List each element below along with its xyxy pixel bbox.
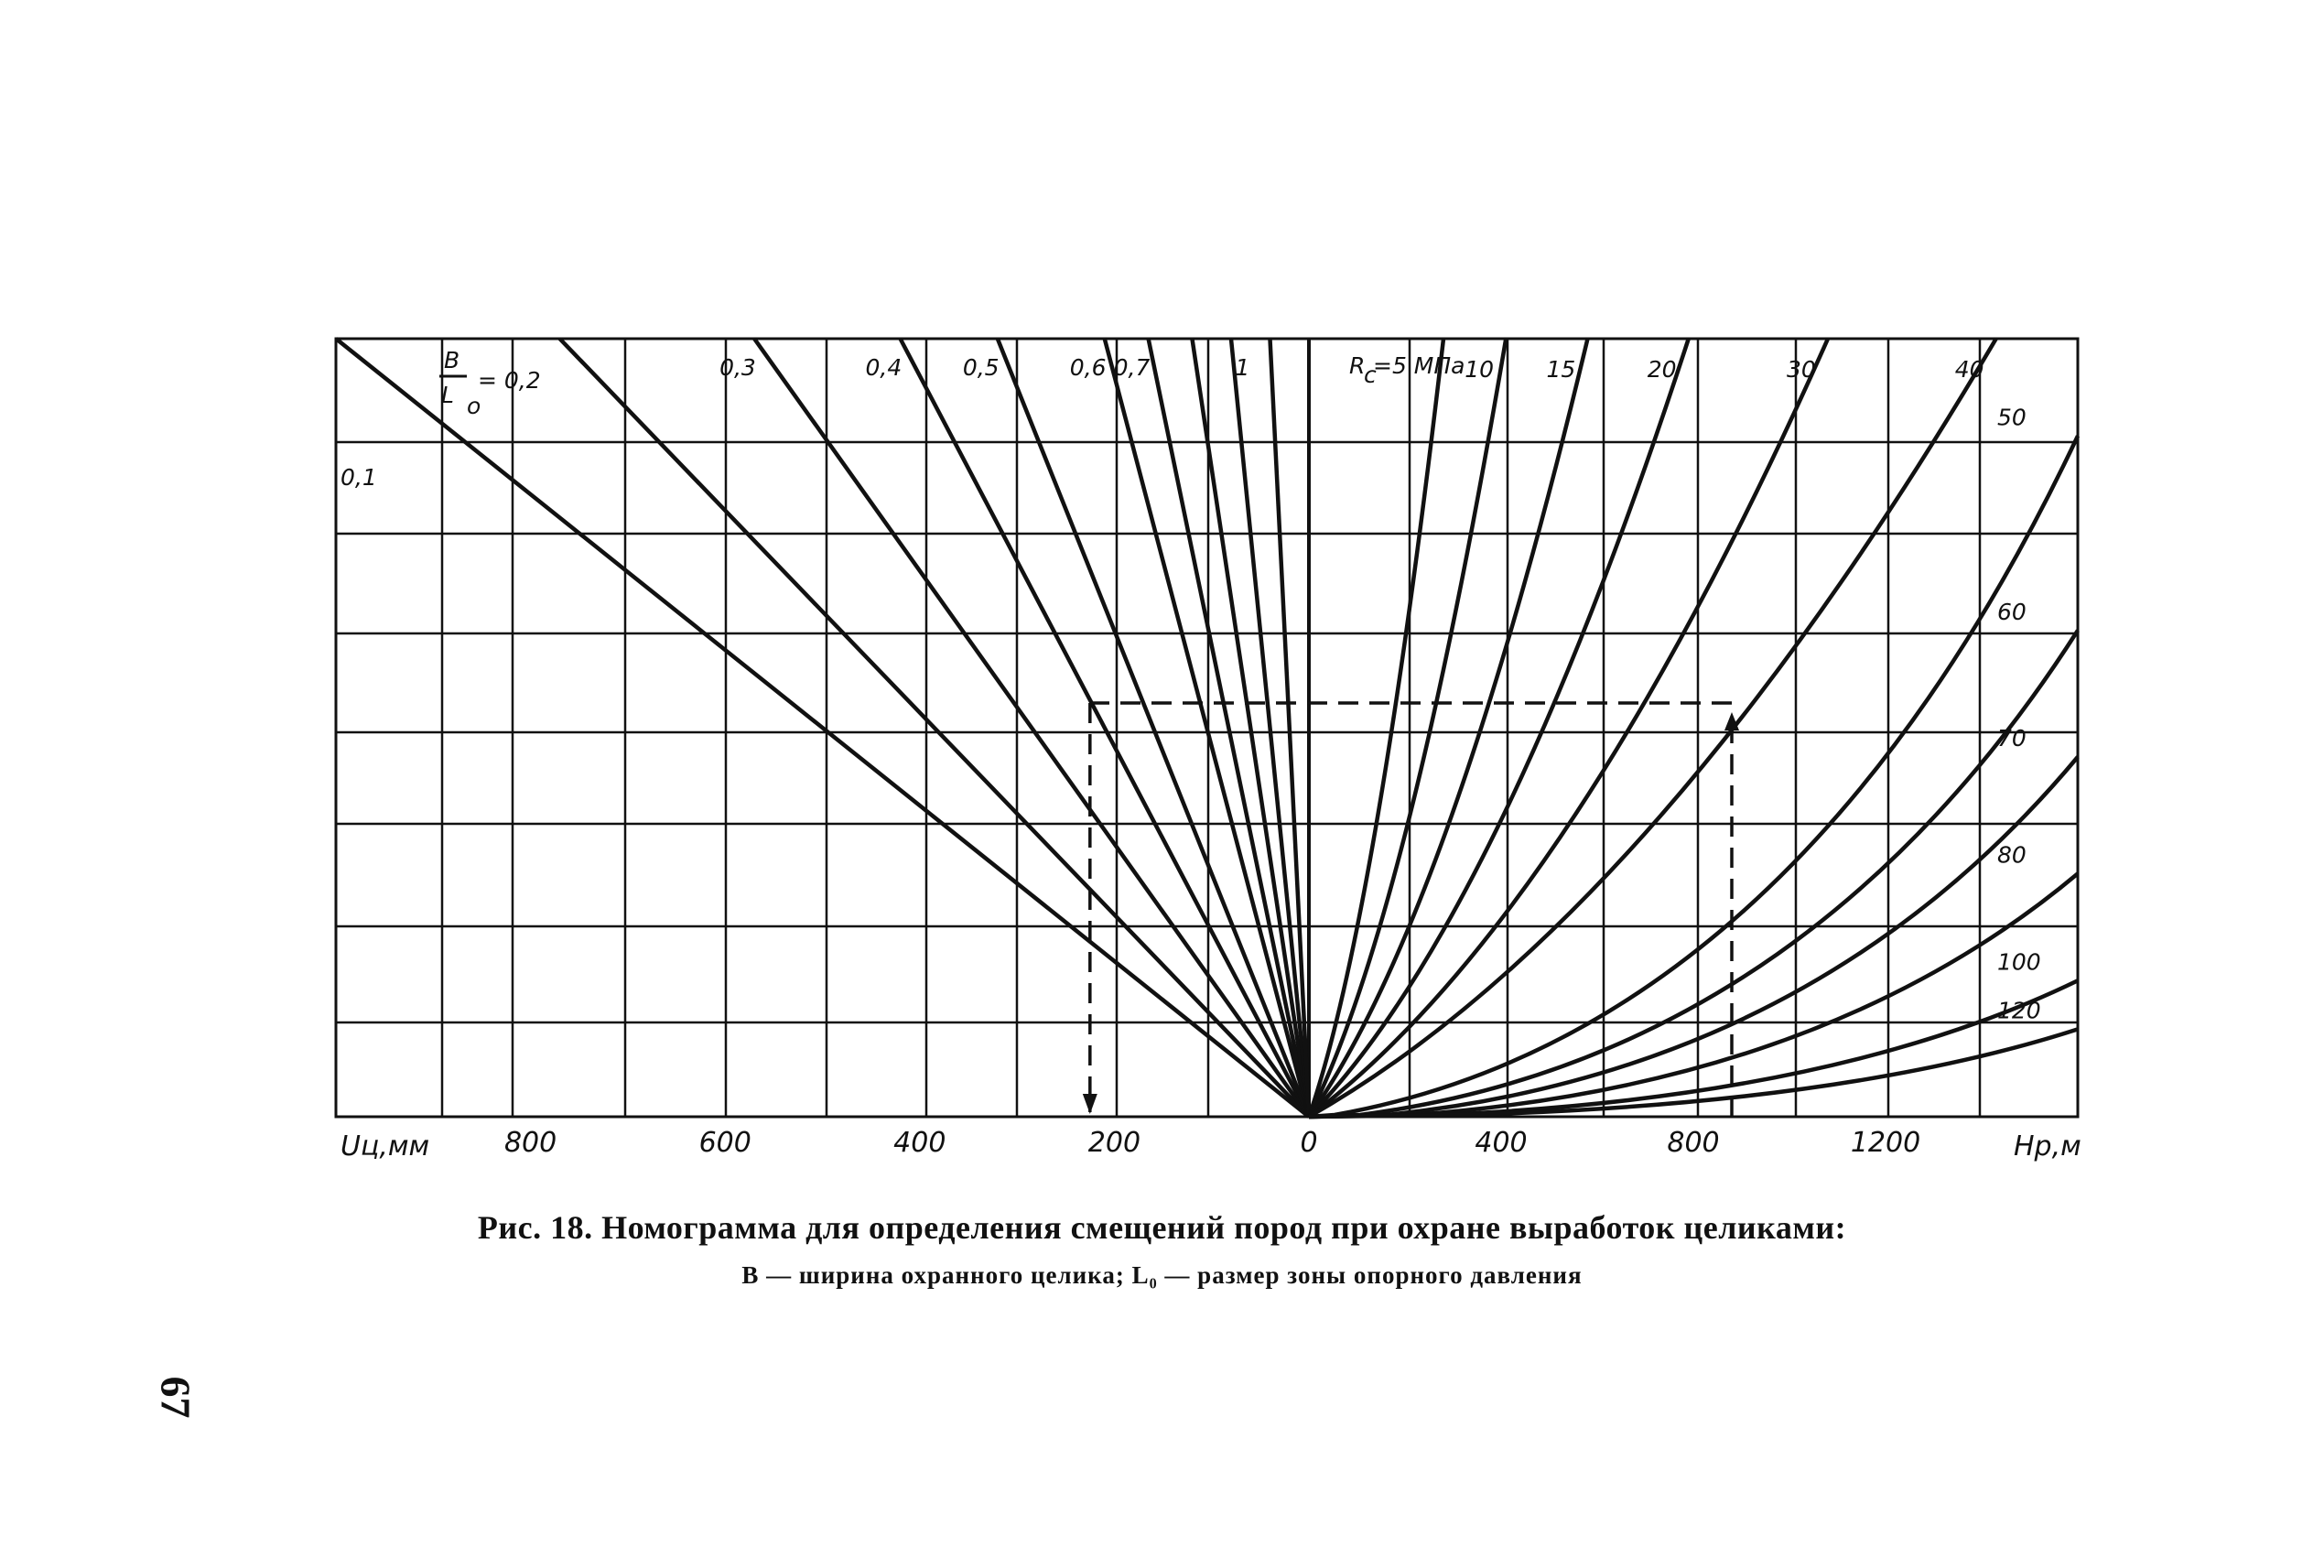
label-bl-0,6: 0,6 (1069, 354, 1107, 381)
curve-rc-70 (1309, 757, 2078, 1117)
tick-labels (340, 1127, 2081, 1162)
curve-rc-15 (1309, 339, 1588, 1117)
curve-bl-0,3 (754, 339, 1309, 1117)
tick-h-400: 400 (1475, 1127, 1528, 1159)
label-bl-1: 1 (1235, 354, 1250, 381)
curve-bl-0,4 (901, 339, 1309, 1117)
page-number: 67 (152, 1376, 200, 1419)
label-rc-20: 20 (1647, 356, 1677, 383)
figure-caption-line1: Рис. 18. Номограмма для определения смещений пород при охране выработок целиками: (477, 1209, 1847, 1246)
tick-u-200: 200 (1087, 1127, 1141, 1159)
tick-u-800: 800 (503, 1127, 557, 1159)
label-rc-60: 60 (1997, 598, 2027, 625)
series-labels (340, 354, 2041, 1023)
bl-equals: = 0,2 (478, 367, 541, 394)
curve-bl-0,1 (336, 339, 1309, 1117)
label-bl-0,5: 0,5 (962, 354, 1000, 381)
curve-rc-100 (1309, 980, 2078, 1117)
figure-caption-line2: B — ширина охранного целика; L₀ — размер зоны опорного давления (741, 1261, 1583, 1289)
tick-h-800: 800 (1667, 1127, 1720, 1159)
curve-bl-0,5 (998, 339, 1309, 1117)
tick-u-400: 400 (893, 1127, 946, 1159)
label-rc-40: 40 (1954, 356, 1984, 383)
tick-h-1200: 1200 (1850, 1127, 1921, 1159)
bl-denominator-sub: o (467, 393, 481, 419)
bl-numerator: B (444, 347, 460, 373)
xlabel-right: Hр,м (2014, 1130, 2081, 1162)
rc-label-rest: =5 МПа (1373, 352, 1465, 379)
rc-label-main: R (1349, 352, 1366, 379)
label-rc-120: 120 (1997, 997, 2041, 1024)
example-arrow-down (1083, 1094, 1097, 1114)
curve-rc-80 (1309, 873, 2078, 1117)
rc-label-sub: c (1364, 362, 1377, 388)
label-rc-10: 10 (1465, 356, 1495, 383)
curves (336, 339, 2078, 1117)
label-rc-50: 50 (1997, 404, 2027, 431)
label-bl-0,7: 0,7 (1113, 354, 1151, 381)
curve-bl-unlabeled-8 (1231, 339, 1309, 1117)
curve-rc-30 (1309, 339, 1828, 1117)
label-rc-80: 80 (1997, 841, 2027, 869)
example-path (1083, 703, 1739, 1117)
xlabel-left: Uц,мм (340, 1130, 430, 1162)
curve-bl-0,6 (1105, 339, 1309, 1117)
tick-u-600: 600 (698, 1127, 751, 1159)
tick-u-0: 0 (1300, 1127, 1318, 1159)
curve-bl-0,7 (1149, 339, 1309, 1117)
label-rc-15: 15 (1546, 356, 1576, 383)
label-rc-100: 100 (1997, 948, 2041, 976)
curve-bl-0,2 (559, 339, 1309, 1117)
label-bl-0,4: 0,4 (865, 354, 903, 381)
label-rc-70: 70 (1997, 724, 2027, 752)
label-bl-0,3: 0,3 (719, 354, 756, 381)
label-bl-0,1: 0,1 (340, 464, 377, 491)
curve-rc-40 (1309, 339, 1996, 1117)
bl-denominator: L (441, 382, 454, 408)
label-rc-30: 30 (1787, 356, 1816, 383)
